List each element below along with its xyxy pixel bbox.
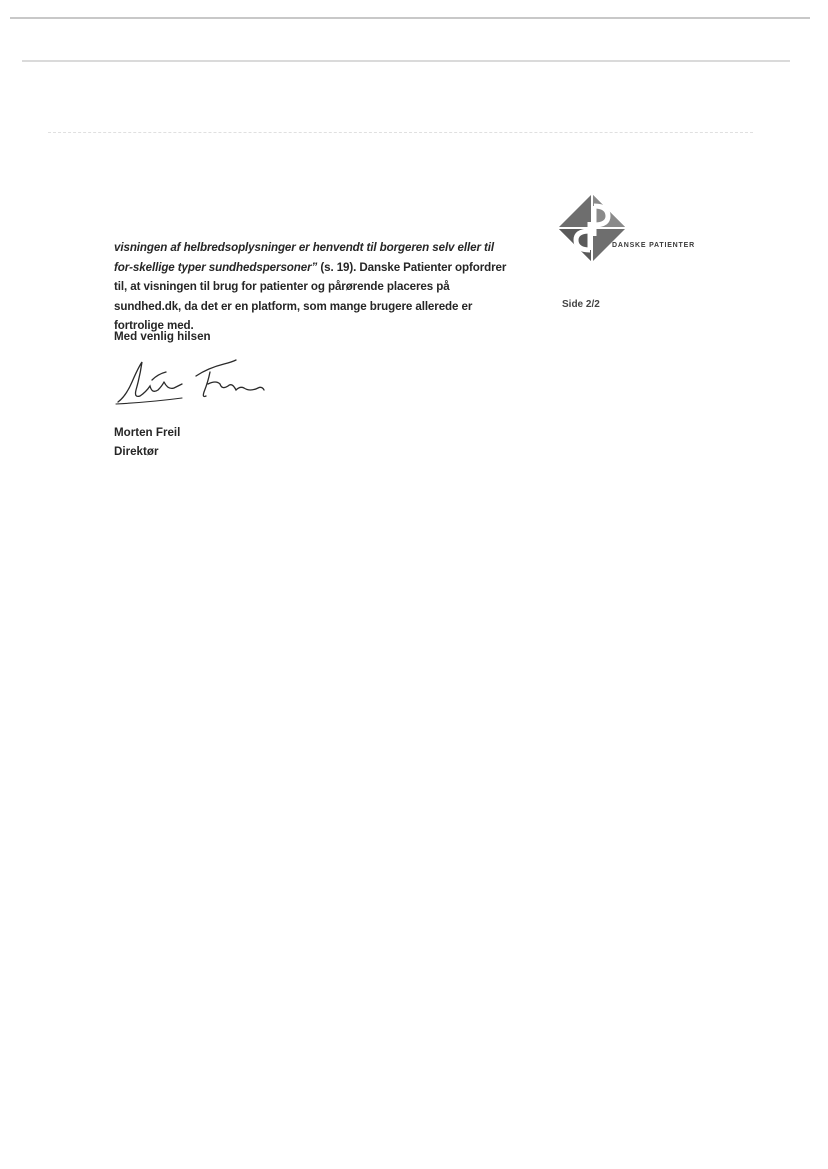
signer-block <box>114 423 180 461</box>
handwritten-signature <box>112 352 272 410</box>
page-number: Side 2/2 <box>562 299 600 310</box>
scan-artifact-line <box>48 132 753 133</box>
signer-title: Direktør <box>114 445 159 458</box>
scan-artifact-line <box>22 60 790 62</box>
logo-wordmark: DANSKE PATIENTER <box>612 242 695 249</box>
danske-patienter-logo-icon <box>556 192 628 264</box>
quoted-text: visningen af helbredsoplysninger er henvendt til borgeren selv eller til for-skellige typer sundhedspersoner” <box>114 241 495 274</box>
body-paragraph <box>114 238 514 336</box>
paragraph-text: (s. 19). Danske Patienter opfordrer til, at visningen til brug for patienter og pårørende placeres på sundhed.dk, da det er en platform, som mange brugere allerede er fortrolige med. <box>114 260 507 332</box>
signer-name: Morten Freil <box>114 426 181 439</box>
closing-greeting: Med venlig hilsen <box>114 330 211 343</box>
scan-artifact-line <box>10 17 810 19</box>
